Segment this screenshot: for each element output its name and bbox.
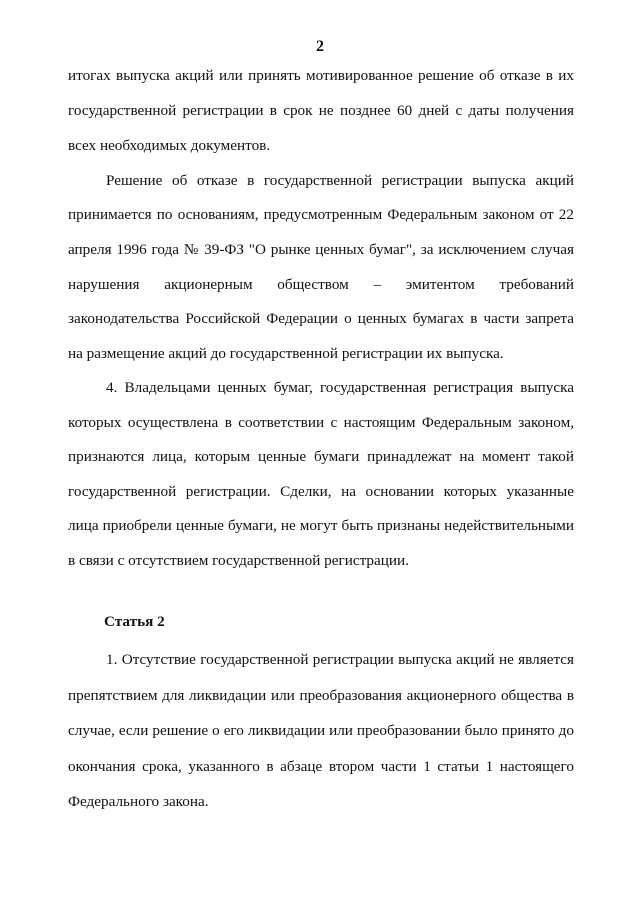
text-line: 4. Владельцами ценных бумаг, государственная регистрация выпуска (106, 379, 574, 396)
text-line: признаются лица, которым ценные бумаги принадлежат на момент такой (68, 448, 574, 465)
text-line: 1. Отсутствие государственной регистрации выпуска акций не является (106, 651, 574, 668)
text-line: принимается по основаниям, предусмотренным Федеральным законом от 22 (68, 206, 574, 223)
text-line: Решение об отказе в государственной регистрации выпуска акций (106, 172, 574, 189)
text-line: законодательства Российской Федерации о ценных бумагах в части запрета (68, 310, 574, 327)
page-number: 2 (316, 38, 324, 55)
text-line: случае, если решение о его ликвидации или преобразовании было принято до (68, 722, 574, 739)
article-heading: Статья 2 (104, 613, 165, 630)
text-line: препятствием для ликвидации или преобразования акционерного общества в (68, 687, 574, 704)
text-line: лица приобрели ценные бумаги, не могут быть признаны недействительными (68, 517, 574, 534)
text-line: итогах выпуска акций или принять мотивированное решение об отказе в их (68, 67, 574, 84)
text-line: которых осуществлена в соответствии с настоящим Федеральным законом, (68, 414, 574, 431)
text-line: Федерального закона. (68, 793, 209, 810)
text-line: государственной регистрации в срок не позднее 60 дней с даты получения (68, 102, 574, 119)
text-line: всех необходимых документов. (68, 137, 271, 154)
text-line: апреля 1996 года № 39-ФЗ "О рынке ценных бумаг", за исключением случая (68, 241, 574, 258)
text-line: окончания срока, указанного в абзаце втором части 1 статьи 1 настоящего (68, 758, 574, 775)
text-line: на размещение акций до государственной регистрации их выпуска. (68, 345, 504, 362)
text-line: в связи с отсутствием государственной регистрации. (68, 552, 409, 569)
text-line: государственной регистрации. Сделки, на основании которых указанные (68, 483, 574, 500)
text-line: нарушения акционерным обществом – эмитентом требований (68, 276, 574, 293)
